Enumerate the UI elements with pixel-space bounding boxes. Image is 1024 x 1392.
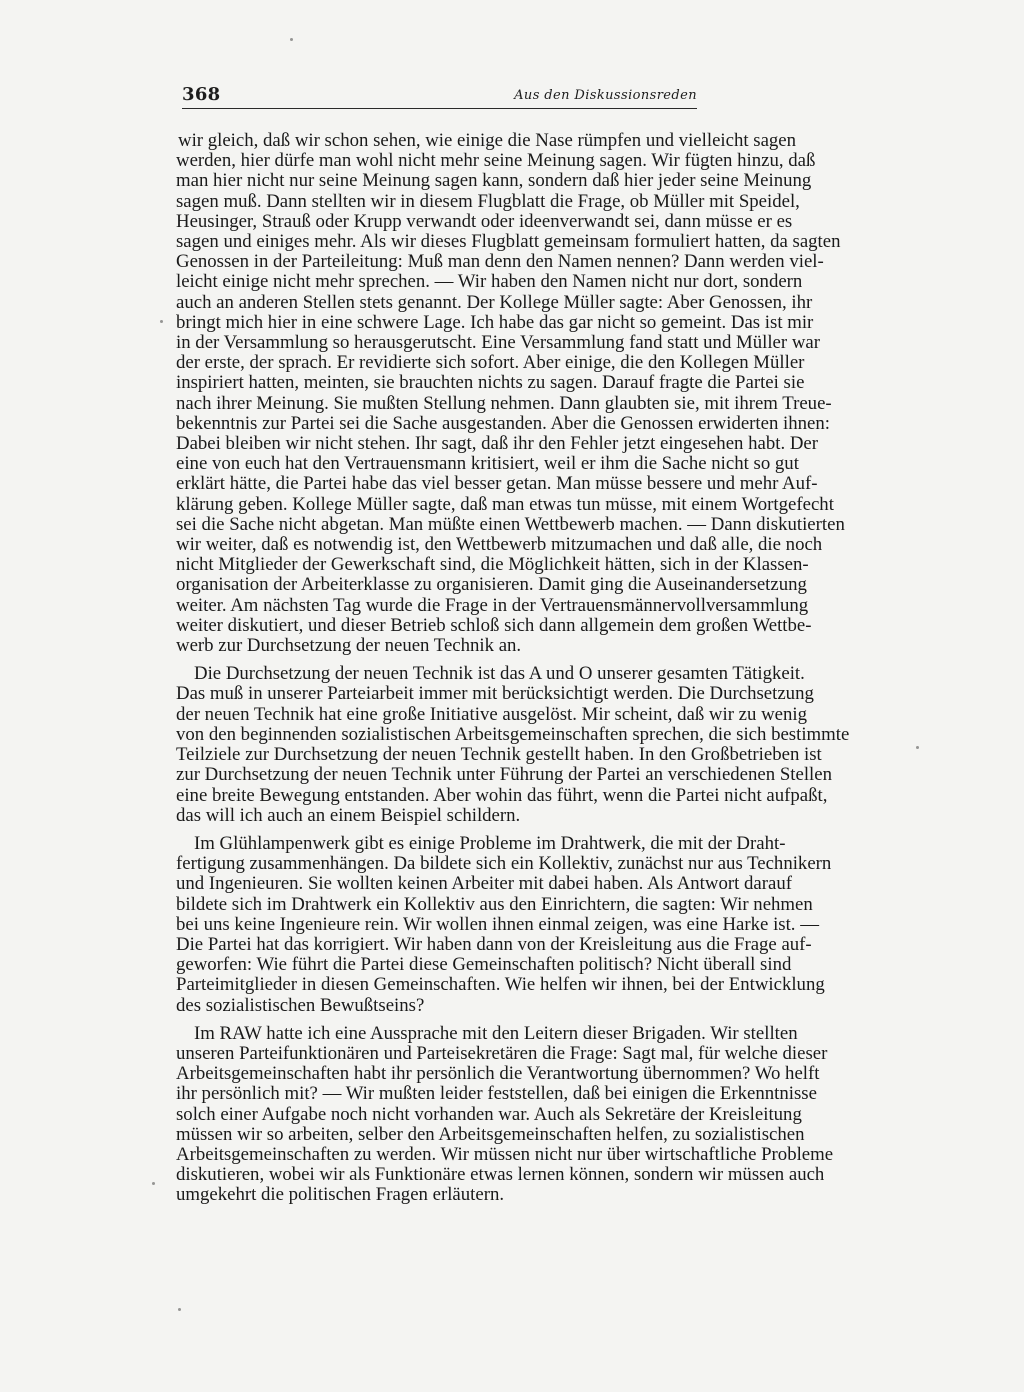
text-line: von den beginnenden sozialistischen Arbeitsgemeinschaften sprechen, die sich bestimmte [176, 724, 850, 745]
text-line: Das muß in unserer Parteiarbeit immer mit berücksichtigt werden. Die Durchsetzung [176, 684, 814, 705]
text-line: in der Versammlung so herausgerutscht. Eine Versammlung fand statt und Müller war [176, 333, 820, 354]
text-line: Die Partei hat das korrigiert. Wir haben dann von der Kreisleitung aus die Frage auf- [176, 934, 812, 955]
text-line: und Ingenieuren. Sie wollten keinen Arbeiter mit dabei haben. Als Antwort darauf [176, 874, 792, 895]
text-line: eine von euch hat den Vertrauensmann kritisiert, weil er ihm die Sache nicht so gut [176, 454, 799, 475]
text-line: Heusinger, Strauß oder Krupp verwandt oder ideenverwandt sei, dann müsse er es [176, 211, 793, 232]
text-line: erklärt hätte, die Partei habe das viel besser getan. Man müsse bessere und mehr Auf- [176, 474, 818, 495]
text-line: Arbeitsgemeinschaften habt ihr persönlich die Verantwortung übernommen? Wo helft [176, 1064, 820, 1085]
body-text [176, 131, 913, 1214]
text-line: des sozialistischen Bewußtseins? [176, 995, 425, 1016]
text-line: bekenntnis zur Partei sei die Sache ausgestanden. Aber die Genossen erwiderten ihnen: [176, 413, 831, 434]
page-header [182, 84, 697, 109]
text-line: zur Durchsetzung der neuen Technik unter Führung der Partei an verschiedenen Stellen [176, 765, 832, 786]
text-line: man hier nicht nur seine Meinung sagen kann, sondern daß hier jeder seine Meinung [176, 171, 812, 192]
scan-speck [152, 1182, 155, 1185]
text-line: Dabei bleiben wir nicht stehen. Ihr sagt, daß ihr den Fehler jetzt eingesehen habt. Der [176, 434, 818, 455]
text-line: weiter diskutiert, und dieser Betrieb schloß sich dann allgemein dem großen Wettbe- [176, 615, 812, 636]
text-line: sei die Sache nicht abgetan. Man müßte einen Wettbewerb machen. — Dann diskutierten [176, 514, 845, 535]
text-line: bei uns keine Ingenieure rein. Wir wollen ihnen einmal zeigen, was eine Harke ist. — [176, 914, 819, 935]
scan-speck [178, 1308, 181, 1311]
text-line: Im RAW hatte ich eine Aussprache mit den Leitern dieser Brigaden. Wir stellten [194, 1023, 798, 1044]
text-line: inspiriert hatten, meinten, sie brauchten nichts zu sagen. Darauf fragte die Partei sie [176, 373, 805, 394]
text-line: diskutieren, wobei wir als Funktionäre etwas lernen können, sondern wir müssen auch [176, 1165, 825, 1186]
text-line: eine breite Bewegung entstanden. Aber wohin das führt, wenn die Partei nicht aufpaßt, [176, 785, 828, 806]
text-line: Teilziele zur Durchsetzung der neuen Technik gestellt haben. In den Großbetrieben ist [176, 745, 822, 766]
text-line: Arbeitsgemeinschaften zu werden. Wir müssen nicht nur über wirtschaftliche Probleme [176, 1144, 834, 1165]
text-line: bildete sich im Drahtwerk ein Kollektiv aus den Einrichtern, die sagten: Wir nehmen [176, 894, 813, 915]
text-line: werb zur Durchsetzung der neuen Technik an. [176, 636, 522, 657]
scan-speck [916, 746, 919, 749]
text-line: werden, hier dürfe man wohl nicht mehr seine Meinung sagen. Wir fügten hinzu, daß [176, 151, 816, 172]
text-line: geworfen: Wie führt die Partei diese Gemeinschaften politisch? Nicht überall sind [176, 955, 792, 976]
text-line: nach ihrer Meinung. Sie mußten Stellung nehmen. Dann glaubten sie, mit ihrem Treue- [176, 393, 832, 414]
text-line: wir weiter, daß es notwendig ist, den Wettbewerb mitzumachen und daß alle, die noch [176, 535, 823, 556]
text-line: Genossen in der Parteileitung: Muß man denn den Namen nennen? Dann werden viel- [176, 252, 824, 273]
text-line: Im Glühlampenwerk gibt es einige Probleme im Drahtwerk, die mit der Draht- [194, 833, 786, 854]
page-number: 368 [182, 84, 221, 105]
text-line: unseren Parteifunktionären und Parteisekretären die Frage: Sagt mal, für welche dieser [176, 1043, 828, 1064]
text-line: sagen muß. Dann stellten wir in diesem Flugblatt die Frage, ob Müller mit Speidel, [176, 191, 800, 212]
text-line: wir gleich, daß wir schon sehen, wie einige die Nase rümpfen und vielleicht sagen [178, 131, 797, 151]
paragraph-1 [176, 131, 913, 656]
text-line: auch an anderen Stellen stets genannt. Der Kollege Müller sagte: Aber Genossen, ihr [176, 292, 813, 313]
paragraph-3 [176, 834, 913, 1016]
text-line: umgekehrt die politischen Fragen erläutern. [176, 1185, 505, 1206]
text-line: organisation der Arbeiterklasse zu organisieren. Damit ging die Auseinandersetzung [176, 575, 807, 596]
text-line: fertigung zusammenhängen. Da bildete sich ein Kollektiv, zunächst nur aus Technikern [176, 854, 832, 875]
text-line: der neuen Technik hat eine große Initiative ausgelöst. Mir scheint, daß wir zu wenig [176, 704, 807, 725]
text-line: Parteimitglieder in diesen Gemeinschaften. Wie helfen wir ihnen, bei der Entwicklung [176, 975, 825, 996]
text-line: der erste, der sprach. Er revidierte sich sofort. Aber einige, die den Kollegen Müller [176, 353, 805, 374]
running-head: Aus den Diskussionsreden [514, 88, 697, 103]
text-line: nicht Mitglieder der Gewerkschaft sind, die Möglichkeit hätten, sich in der Klassen- [176, 555, 809, 576]
text-line: Die Durchsetzung der neuen Technik ist das A und O unserer gesamten Tätigkeit. [194, 664, 805, 685]
scan-speck [290, 38, 293, 41]
text-line: solch einer Aufgabe noch nicht vorhanden war. Auch als Sekretäre der Kreisleitung [176, 1104, 802, 1125]
text-line: müssen wir so arbeiten, selber den Arbeitsgemeinschaften helfen, zu sozialistischen [176, 1124, 805, 1145]
paragraph-2 [176, 664, 913, 826]
paragraph-4 [176, 1024, 913, 1206]
text-line: klärung geben. Kollege Müller sagte, daß man etwas tun müsse, mit einem Wortgefecht [176, 494, 834, 515]
text-line: das will ich auch an einem Beispiel schildern. [176, 805, 521, 826]
text-line: bringt mich hier in eine schwere Lage. Ich habe das gar nicht so gemeint. Das ist mir [176, 312, 814, 333]
text-line: ihr persönlich mit? — Wir mußten leider feststellen, daß bei einigen die Erkenntnisse [176, 1084, 817, 1105]
text-line: weiter. Am nächsten Tag wurde die Frage in der Vertrauensmännervollversammlung [176, 595, 809, 616]
scan-speck [160, 320, 163, 323]
text-line: sagen und einiges mehr. Als wir dieses Flugblatt gemeinsam formuliert hatten, da sagten [176, 232, 841, 253]
text-line: leicht einige nicht mehr sprechen. — Wir haben den Namen nicht nur dort, sondern [176, 272, 803, 293]
